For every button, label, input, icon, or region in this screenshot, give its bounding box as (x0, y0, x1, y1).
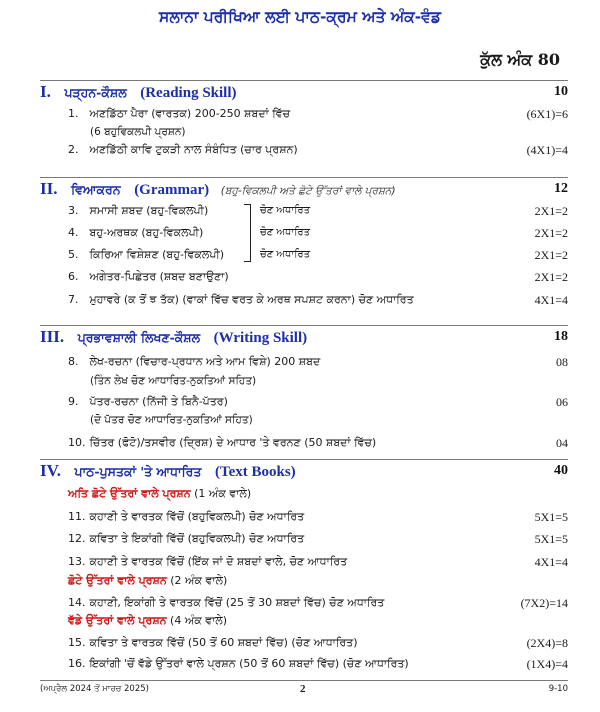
section-title-punjabi: ਪਾਠ-ਪੁਸਤਕਾਂ 'ਤੇ ਆਧਾਰਿਤ (74, 464, 202, 479)
item-number: 8. (68, 355, 79, 368)
item-marks: 08 (556, 355, 568, 369)
subheading-short (68, 572, 227, 590)
item-text: ਲੇਖ-ਰਚਨਾ (ਵਿਚਾਰ-ਪ੍ਰਧਾਨ ਅਤੇ ਆਮ ਵਿਸ਼ੇ) 200 ਸ਼ਬਦ (89, 355, 321, 368)
item-marks: (7X2)=14 (520, 596, 568, 610)
item-text: ਚਿੱਤਰ (ਫੋਟੋ)/ਤਸਵੀਰ (ਦ੍ਰਿਸ਼) ਦੇ ਆਧਾਰ 'ਤੇ ਵਰਨਣ (50 ਸ਼ਬਦਾਂ ਵਿੱਚ) (89, 436, 377, 449)
item-number: 10. (68, 436, 86, 449)
item-number: 16. (68, 657, 86, 670)
item-marks: 4X1=4 (534, 293, 568, 307)
item-number: 1. (68, 107, 79, 120)
subheading-label: ਅਤਿ ਛੋਟੇ ਉੱਤਰਾਂ ਵਾਲੇ ਪ੍ਰਸ਼ਨ (68, 487, 191, 500)
item-number: 12. (68, 532, 86, 545)
section-grammar (40, 177, 568, 200)
subheading-very-short (68, 485, 251, 503)
item-text: ਪੱਤਰ-ਰਚਨਾ (ਨਿੱਜੀ ਤੇ ਬਿਨੈ-ਪੱਤਰ) (89, 395, 228, 408)
item-number: 5. (68, 248, 79, 261)
page-footer (40, 680, 568, 697)
item-text: ਅਗੇਤਰ-ਪਿਛੇਤਰ (ਸ਼ਬਦ ਬਣਾਉਣਾ) (89, 270, 229, 283)
list-item (68, 434, 568, 452)
section-title-punjabi: ਪ੍ਰਭਾਵਸ਼ਾਲੀ ਲਿਖਣ-ਕੌਸ਼ਲ (77, 330, 201, 345)
section-reading (40, 80, 568, 103)
item-marks: (4X1)=4 (526, 143, 568, 157)
section-title-english: (Writing Skill) (213, 330, 308, 346)
item-number: 6. (68, 270, 79, 283)
item-text: ਮੁਹਾਵਰੇ (ਕ ਤੋਂ ਝ ਤੱਕ) (ਵਾਕਾਂ ਵਿੱਚ ਵਰਤ ਕੇ ਅਰਥ ਸਪਸ਼ਟ ਕਰਨਾ) ਚੋਣ ਅਧਾਰਿਤ (89, 293, 414, 306)
item-text: ਅਣਡਿੱਠੀ ਕਾਵਿ ਟੁਕੜੀ ਨਾਲ ਸੰਬੰਧਿਤ (ਚਾਰ ਪ੍ਰਸ਼ਨ) (89, 143, 298, 156)
item-subtext: (6 ਬਹੁਵਿਕਲਪੀ ਪ੍ਰਸ਼ਨ) (90, 126, 186, 138)
page-number: 2 (300, 683, 306, 695)
list-item (68, 268, 568, 286)
item-marks: (2X4)=8 (526, 636, 568, 650)
subheading-note: (1 ਅੰਕ ਵਾਲੇ) (190, 487, 252, 500)
section-title-punjabi: ਵਿਆਕਰਨ (71, 182, 121, 197)
item-tag: ਚੋਣ ਅਧਾਰਿਤ (260, 205, 311, 216)
page-title: ਸਲਾਨਾ ਪਰੀਖਿਆ ਲਈ ਪਾਠ-ਕ੍ਰਮ ਅਤੇ ਅੰਕ-ਵੰਡ (159, 8, 441, 26)
section-marks: 40 (554, 463, 568, 478)
list-item (68, 634, 568, 652)
item-number: 9. (68, 395, 79, 408)
list-item (68, 105, 568, 123)
item-marks: 2X1=2 (534, 226, 568, 240)
item-tag: ਚੋਣ ਅਧਾਰਿਤ (260, 227, 311, 238)
list-item (68, 353, 568, 371)
item-number: 15. (68, 636, 86, 649)
item-text: ਕਿਰਿਆ ਵਿਸ਼ੇਸ਼ਣ (ਬਹੁ-ਵਿਕਲਪੀ) (89, 248, 225, 261)
list-item (68, 224, 568, 242)
subheading-label: ਛੋਟੇ ਉੱਤਰਾਂ ਵਾਲੇ ਪ੍ਰਸ਼ਨ (68, 574, 167, 587)
section-title-english: (Grammar) (134, 182, 210, 198)
item-text: ਇਕਾਂਗੀ 'ਚੋਂ ਵੱਡੇ ਉੱਤਰਾਂ ਵਾਲੇ ਪ੍ਰਸ਼ਨ (50 ਤੋਂ 60 ਸ਼ਬਦਾਂ ਵਿੱਚ) (ਚੋਣ ਆਧਾਰਿਤ) (89, 657, 409, 670)
item-text: ਕਵਿਤਾ ਤੇ ਵਾਰਤਕ ਵਿੱਚੋਂ (50 ਤੋਂ 60 ਸ਼ਬਦਾਂ ਵਿੱਚ) (ਚੋਣ ਆਧਾਰਿਤ) (89, 636, 358, 649)
footer-class: 9-10 (548, 684, 568, 694)
section-number: III. (40, 327, 65, 346)
list-item (68, 508, 568, 526)
section-textbooks (40, 459, 568, 482)
item-number: 7. (68, 293, 79, 306)
item-tag: ਚੋਣ ਅਧਾਰਿਤ (260, 249, 311, 260)
section-title-punjabi: ਪੜ੍ਹਨ-ਕੌਸ਼ਲ (64, 85, 127, 100)
list-item (68, 594, 568, 612)
list-item (68, 393, 568, 411)
list-item (68, 553, 568, 571)
item-marks: 5X1=5 (534, 532, 568, 546)
total-marks: ਕੁੱਲ ਅੰਕ 80 (480, 50, 560, 69)
item-marks: (6X1)=6 (526, 107, 568, 121)
subheading-long (68, 612, 227, 630)
footer-date: (ਅਪ੍ਰੈਲ 2024 ਤੋਂ ਮਾਰਚ 2025) (40, 684, 149, 694)
section-number: I. (40, 82, 51, 101)
list-item (68, 141, 568, 159)
section-note: (ਬਹੁ-ਵਿਕਲਪੀ ਅਤੇ ਛੋਟੇ ਉੱਤਰਾਂ ਵਾਲੇ ਪ੍ਰਸ਼ਨ) (220, 185, 396, 197)
item-number: 4. (68, 226, 79, 239)
item-number: 2. (68, 143, 79, 156)
item-text: ਬਹੁ-ਅਰਥਕ (ਬਹੁ-ਵਿਕਲਪੀ) (89, 226, 204, 239)
list-item (68, 246, 568, 264)
item-marks: 04 (556, 436, 568, 450)
item-marks: 2X1=2 (534, 270, 568, 284)
item-marks: 5X1=5 (534, 510, 568, 524)
item-number: 11. (68, 510, 86, 523)
section-writing (40, 325, 568, 348)
item-marks: 4X1=4 (534, 555, 568, 569)
list-item (68, 202, 568, 220)
item-marks: 2X1=2 (534, 248, 568, 262)
subheading-note: (2 ਅੰਕ ਵਾਲੇ) (166, 574, 228, 587)
item-text: ਕਵਿਤਾ ਤੇ ਇਕਾਂਗੀ ਵਿੱਚੋਂ (ਬਹੁਵਿਕਲਪੀ) ਚੋਣ ਅਧਾਰਿਤ (89, 532, 305, 545)
item-text: ਕਹਾਣੀ ਤੇ ਵਾਰਤਕ ਵਿੱਚੋਂ (ਬਹੁਵਿਕਲਪੀ) ਚੋਣ ਅਧਾਰਿਤ (89, 510, 305, 523)
section-marks: 12 (554, 181, 568, 196)
item-subtext: (ਤਿੰਨ ਲੇਖ ਚੋਣ ਆਧਾਰਿਤ-ਨੁਕਤਿਆਂ ਸਹਿਤ) (90, 375, 257, 387)
item-text: ਕਹਾਣੀ, ਇਕਾਂਗੀ ਤੇ ਵਾਰਤਕ ਵਿੱਚੋਂ (25 ਤੋਂ 30 ਸ਼ਬਦਾਂ ਵਿੱਚ) ਚੋਣ ਅਧਾਰਿਤ (89, 596, 385, 609)
item-marks: 06 (556, 395, 568, 409)
item-number: 3. (68, 204, 79, 217)
subheading-label: ਵੱਡੇ ਉੱਤਰਾਂ ਵਾਲੇ ਪ੍ਰਸ਼ਨ (68, 614, 167, 627)
item-text: ਸਮਾਸੀ ਸ਼ਬਦ (ਬਹੁ-ਵਿਕਲਪੀ) (89, 204, 209, 217)
item-text: ਅਣਡਿੱਠਾ ਪੈਰਾ (ਵਾਰਤਕ) 200-250 ਸ਼ਬਦਾਂ ਵਿੱਚ (89, 107, 291, 120)
item-text: ਕਹਾਣੀ ਤੇ ਵਾਰਤਕ ਵਿੱਚੋਂ (ਇੱਕ ਜਾਂ ਦੋ ਸ਼ਬਦਾਂ ਵਾਲੇ, ਚੋਣ ਆਧਾਰਿਤ (89, 555, 348, 568)
item-subtext: (ਦੋ ਪੱਤਰ ਚੋਣ ਆਧਾਰਿਤ-ਨੁਕਤਿਆਂ ਸਹਿਤ) (90, 414, 253, 426)
item-marks: 2X1=2 (534, 204, 568, 218)
section-marks: 10 (554, 84, 568, 99)
section-number: II. (40, 179, 58, 198)
section-number: IV. (40, 461, 61, 480)
item-number: 14. (68, 596, 86, 609)
subheading-note: (4 ਅੰਕ ਵਾਲੇ) (166, 614, 228, 627)
section-marks: 18 (554, 329, 568, 344)
section-title-english: (Text Books) (214, 464, 296, 480)
item-marks: (1X4)=4 (526, 657, 568, 671)
list-item (68, 530, 568, 548)
item-number: 13. (68, 555, 86, 568)
list-item (68, 291, 568, 309)
list-item (68, 655, 568, 673)
section-title-english: (Reading Skill) (140, 85, 237, 101)
